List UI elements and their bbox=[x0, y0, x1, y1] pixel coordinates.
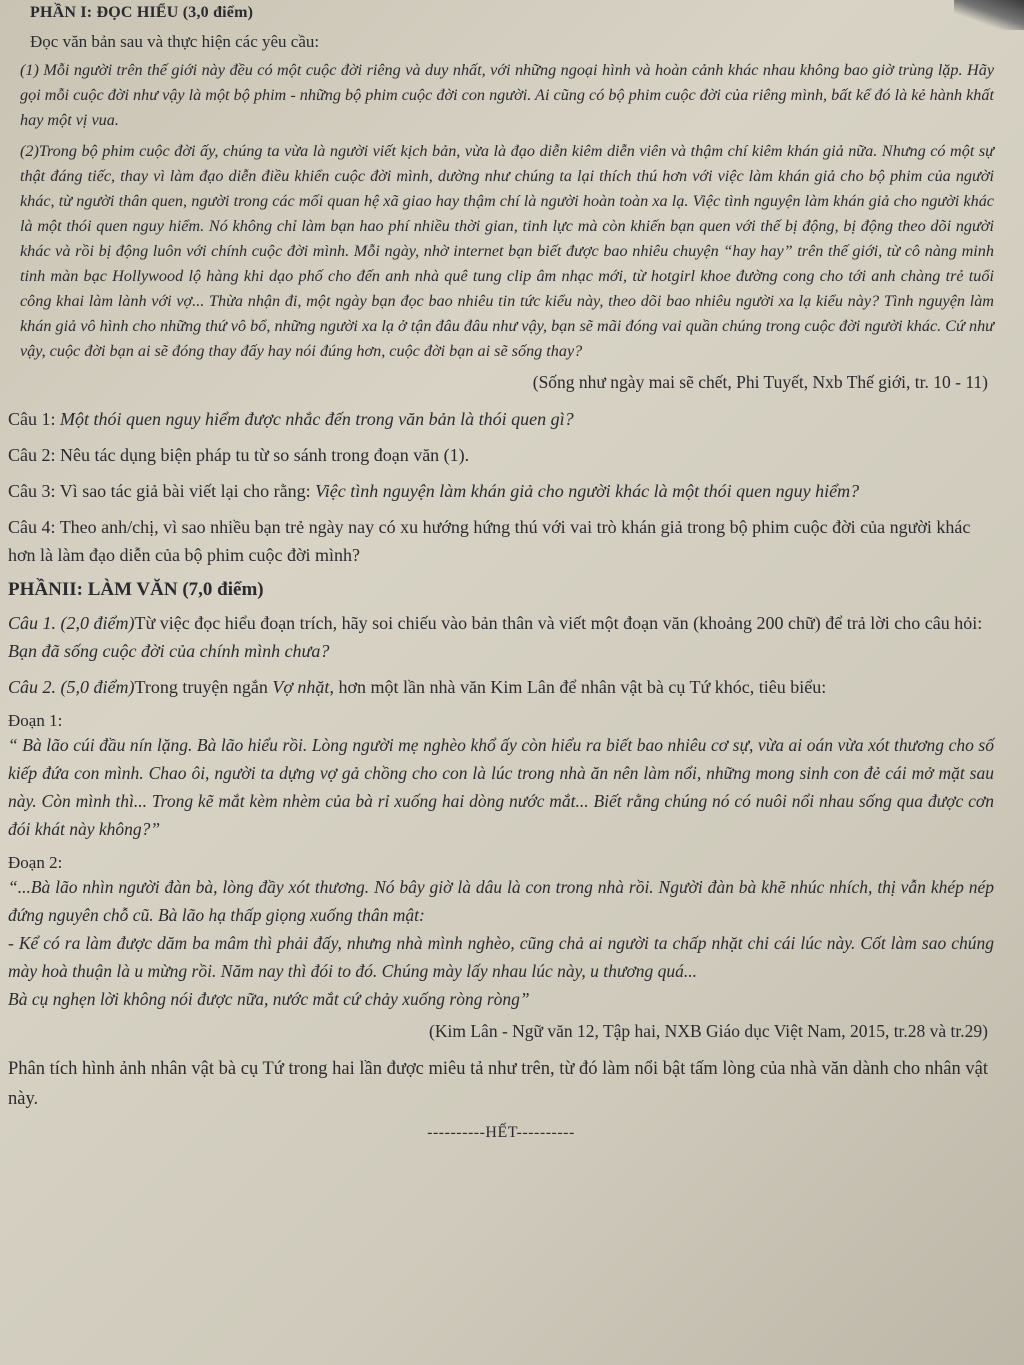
question-4 bbox=[8, 513, 994, 569]
question-1 bbox=[8, 405, 994, 433]
excerpt-2-text-3: Bà cụ nghẹn lời không nói được nữa, nước mắt cứ chảy xuống ròng ròng” bbox=[8, 989, 530, 1009]
excerpt-2-label: Đoạn 2: bbox=[8, 853, 63, 872]
passage-paragraph-2: (2)Trong bộ phim cuộc đời ấy, chúng ta vừa là người viết kịch bản, vừa là đạo diễn kiêm diễn viên và thậm chí kiêm khán giả nữa. Nhưng có một sự thật đáng tiếc, thay vì làm đạo diễn điều khiển cuộc đời mình, dường như chúng ta lại thích thú hơn với việc làm khán giả cho bộ phim của người khác, từ người thân quen, người trong các mối quan hệ xã giao hay thậm chí là người hoàn toàn xa lạ. Việc tình nguyện làm khán giả cho người khác là một thói quen nguy hiểm. Nó không chỉ làm bạn hao phí nhiều thời gian, tinh lực mà còn khiến bạn quen với thế bị động, bị động theo dõi người khác và rồi bị động luôn với chính cuộc đời mình. Mỗi ngày, nhờ internet bạn biết được bao nhiêu chuyện “hay hay” trên thế giới, từ cô nàng minh tinh màn bạc Hollywood lộ hàng khi dạo phố cho đến anh nhà quê tung clip âm nhạc mới, từ hotgirl khoe đường cong cho tới anh chàng trẻ tuổi công khai làm lành với vợ... Thừa nhận đi, một ngày bạn đọc bao nhiêu tin tức kiểu này, theo dõi bao nhiêu người xa lạ kiểu này? Tình nguyện làm khán giả vô hình cho những thứ vô bổ, những người xa lạ ở tận đâu đâu như vậy, bạn sẽ mãi đóng vai quần chúng trong cuộc đời người khác. Cứ như vậy, cuộc đời bạn ai sẽ đóng thay đấy hay nói đúng hơn, cuộc đời bạn ai sẽ sống thay? bbox=[20, 142, 994, 360]
end-marker: ----------HẾT---------- bbox=[427, 1124, 575, 1141]
essay-question-1-label: Câu 1. (2,0 điểm) bbox=[8, 613, 135, 633]
page-corner-shadow bbox=[954, 0, 1024, 30]
question-3 bbox=[8, 477, 994, 505]
essay-question-1-text: Từ việc đọc hiểu đoạn trích, hãy soi chiếu vào bản thân và viết một đoạn văn (khoảng 200 chữ) để trả lời cho câu hỏi: bbox=[134, 613, 983, 633]
essay-question-2 bbox=[8, 673, 994, 701]
excerpt-1-text: “ Bà lão cúi đầu nín lặng. Bà lão hiểu rồi. Lòng người mẹ nghèo khổ ấy còn hiểu ra biết bao nhiêu cơ sự, vừa ai oán vừa xót thương cho số kiếp đứa con mình. Chao ôi, người ta dựng vợ gả chồng cho con là lúc trong nhà ăn nên làm nổi, những mong sinh con đẻ cái mở mặt sau này. Còn mình thì... Trong kẽ mắt kèm nhèm của bà rỉ xuống hai dòng nước mắt... Biết rằng chúng nó có nuôi nổi nhau sống qua được cơn đói khát này không?” bbox=[8, 735, 994, 839]
question-3-quote: Việc tình nguyện làm khán giả cho người khác là một thói quen nguy hiểm? bbox=[315, 481, 860, 501]
story-title: Vợ nhặt bbox=[272, 677, 330, 697]
question-2 bbox=[8, 441, 994, 469]
passage-paragraph-1: (1) Mỗi người trên thế giới này đều có một cuộc đời riêng và duy nhất, với những ngoại hình và hoàn cảnh khác nhau không bao giờ trùng lặp. Hãy gọi mỗi cuộc đời như vậy là một bộ phim - những bộ phim cuộc đời con người. Ai cũng có bộ phim cuộc đời của riêng mình, bất kể đó là kẻ hành khất hay một vị vua. bbox=[20, 61, 994, 129]
essay-question-2-label: Câu 2. (5,0 điểm) bbox=[8, 677, 135, 697]
question-4-text: Theo anh/chị, vì sao nhiều bạn trẻ ngày nay có xu hướng hứng thú với vai trò khán giả trong bộ phim cuộc đời của người khác hơn là làm đạo diễn của bộ phim cuộc đời mình? bbox=[8, 517, 971, 565]
essay-question-1-quote: Bạn đã sống cuộc đời của chính mình chưa? bbox=[8, 641, 330, 661]
essay-question-1 bbox=[8, 609, 994, 665]
question-4-label: Câu 4: bbox=[8, 517, 56, 537]
part1-heading: PHẦN I: ĐỌC HIỂU (3,0 điểm) bbox=[30, 4, 254, 21]
excerpt-2-text-2: - Kể có ra làm được dăm ba mâm thì phải đấy, nhưng nhà mình nghèo, cũng chả ai người ta chấp nhặt chi cái lúc này. Cốt làm sao chúng mày hoà thuận là u mừng rồi. Năm nay thì đói to đó. Chúng mày lấy nhau lúc này, u thương quá... bbox=[8, 933, 994, 981]
passage-source: (Sống như ngày mai sẽ chết, Phi Tuyết, Nxb Thế giới, tr. 10 - 11) bbox=[532, 372, 988, 392]
essay-question-2-text: Trong truyện ngắn bbox=[134, 677, 268, 697]
question-2-text: Nêu tác dụng biện pháp tu từ so sánh trong đoạn văn (1). bbox=[60, 445, 470, 465]
part1-instruction: Đọc văn bản sau và thực hiện các yêu cầu: bbox=[30, 32, 320, 51]
part2-heading: PHẦNII: LÀM VĂN (7,0 điểm) bbox=[8, 579, 264, 600]
essay-task: Phân tích hình ảnh nhân vật bà cụ Tứ trong hai lần được miêu tả như trên, từ đó làm nổi bật tấm lòng của nhà văn dành cho nhân vật này. bbox=[8, 1059, 988, 1109]
excerpt-source: (Kim Lân - Ngữ văn 12, Tập hai, NXB Giáo dục Việt Nam, 2015, tr.28 và tr.29) bbox=[429, 1021, 988, 1041]
question-3-text: Vì sao tác giả bài viết lại cho rằng: bbox=[59, 481, 311, 501]
question-2-label: Câu 2: bbox=[8, 445, 56, 465]
question-1-label: Câu 1: bbox=[8, 409, 56, 429]
question-3-label: Câu 3: bbox=[8, 481, 56, 501]
excerpt-1-label: Đoạn 1: bbox=[8, 711, 63, 730]
excerpt-2-text-1: “...Bà lão nhìn người đàn bà, lòng đầy xót thương. Nó bây giờ là dâu là con trong nhà rồi. Người đàn bà khẽ nhúc nhích, thị vẫn khép nép đứng nguyên chỗ cũ. Bà lão hạ thấp giọng xuống thân mật: bbox=[8, 877, 994, 925]
question-1-text: Một thói quen nguy hiểm được nhắc đến trong văn bản là thói quen gì? bbox=[60, 409, 574, 429]
essay-question-2-text-cont: , hơn một lần nhà văn Kim Lân để nhân vật bà cụ Tứ khóc, tiêu biểu: bbox=[329, 677, 827, 697]
